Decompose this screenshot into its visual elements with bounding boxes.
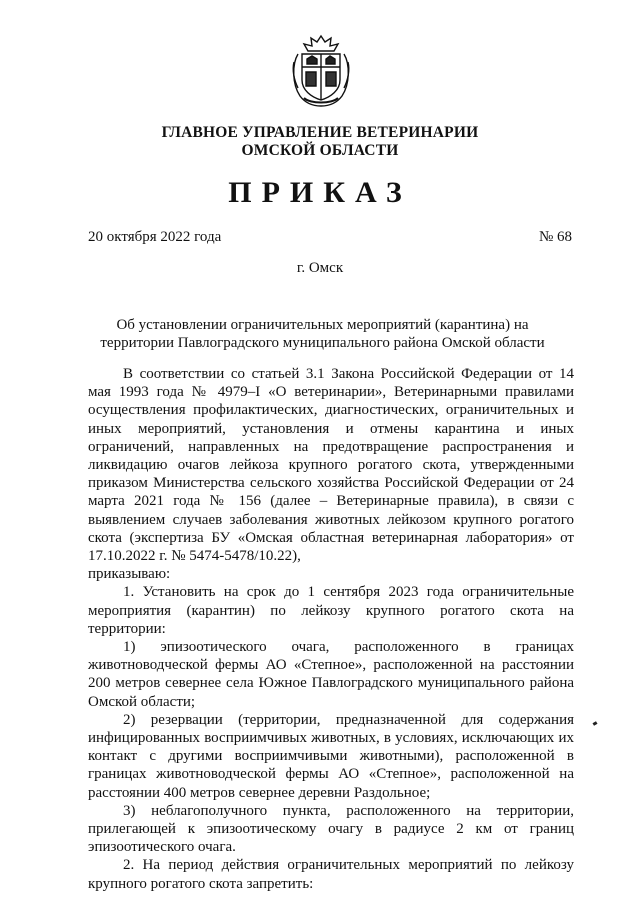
document-title: ПРИКАЗ: [228, 176, 412, 209]
margin-mark: [593, 721, 598, 726]
document-body: [88, 365, 574, 893]
clause-1-item-3: 3) неблагополучного пункта, расположенного на территории, прилегающей к эпизоотическому очагу в радиусе 2 км от границ эпизоотического очага.: [88, 802, 574, 856]
preamble-paragraph: В соответствии со статьей 3.1 Закона Российской Федерации от 14 мая 1993 года № 4979–I «О ветеринарии», Ветеринарными правилами осуществления профилактических, диагностических, ограничительных и иных мероприятий, установления и отмены карантина и иных ограничений, направленных на предотвращение распространения и ликвидацию очагов лейкоза крупного рогатого скота, утвержденными приказом Министерства сельского хозяйства Российской Федерации от 24 марта 2021 года № 156 (далее – Ветеринарные правила), в связи с выявлением случаев заболевания животных лейкозом крупного рогатого скота (экспертиза БУ «Омская областная ветеринарная лаборатория» от 17.10.2022 г. № 5474-5478/10.22),: [88, 366, 574, 565]
organization-name-line2: ОМСКОЙ ОБЛАСТИ: [241, 142, 399, 159]
document-number: № 68: [538, 229, 572, 245]
organization-name-line1: ГЛАВНОЕ УПРАВЛЕНИЕ ВЕТЕРИНАРИИ: [161, 124, 479, 141]
clause-1-item-1: 1) эпизоотического очага, расположенного в границах животноводческой фермы АО «Степное», расположенной на расстоянии 200 метров севернее села Южное Павлоградского муниципального района Омской области;: [88, 639, 574, 710]
document-date: 20 октября 2022 года: [88, 229, 222, 245]
clause-1: 1. Установить на срок до 1 сентября 2023 года ограничительные мероприятия (карантин) по лейкозу крупного рогатого скота на территории:: [88, 584, 574, 637]
clause-1-item-2: 2) резервации (территории, предназначенной для содержания инфицированных восприимчивых животных, в условиях, исключающих их контакт с другими восприимчивыми животными), расположенной в границах животноводческой фермы АО «Степное», расположенной на расстоянии 400 метров севернее деревни Раздольное;: [88, 711, 574, 801]
coat-of-arms-emblem: [290, 34, 352, 108]
order-word: приказываю:: [88, 566, 171, 583]
document-subject: Об установлении ограничительных мероприятий (карантина) на территории Павлоградского муниципального района Омской области: [100, 317, 545, 351]
clause-2: 2. На период действия ограничительных мероприятий по лейкозу крупного рогатого скота запретить:: [88, 857, 574, 892]
document-city: г. Омск: [296, 260, 344, 276]
